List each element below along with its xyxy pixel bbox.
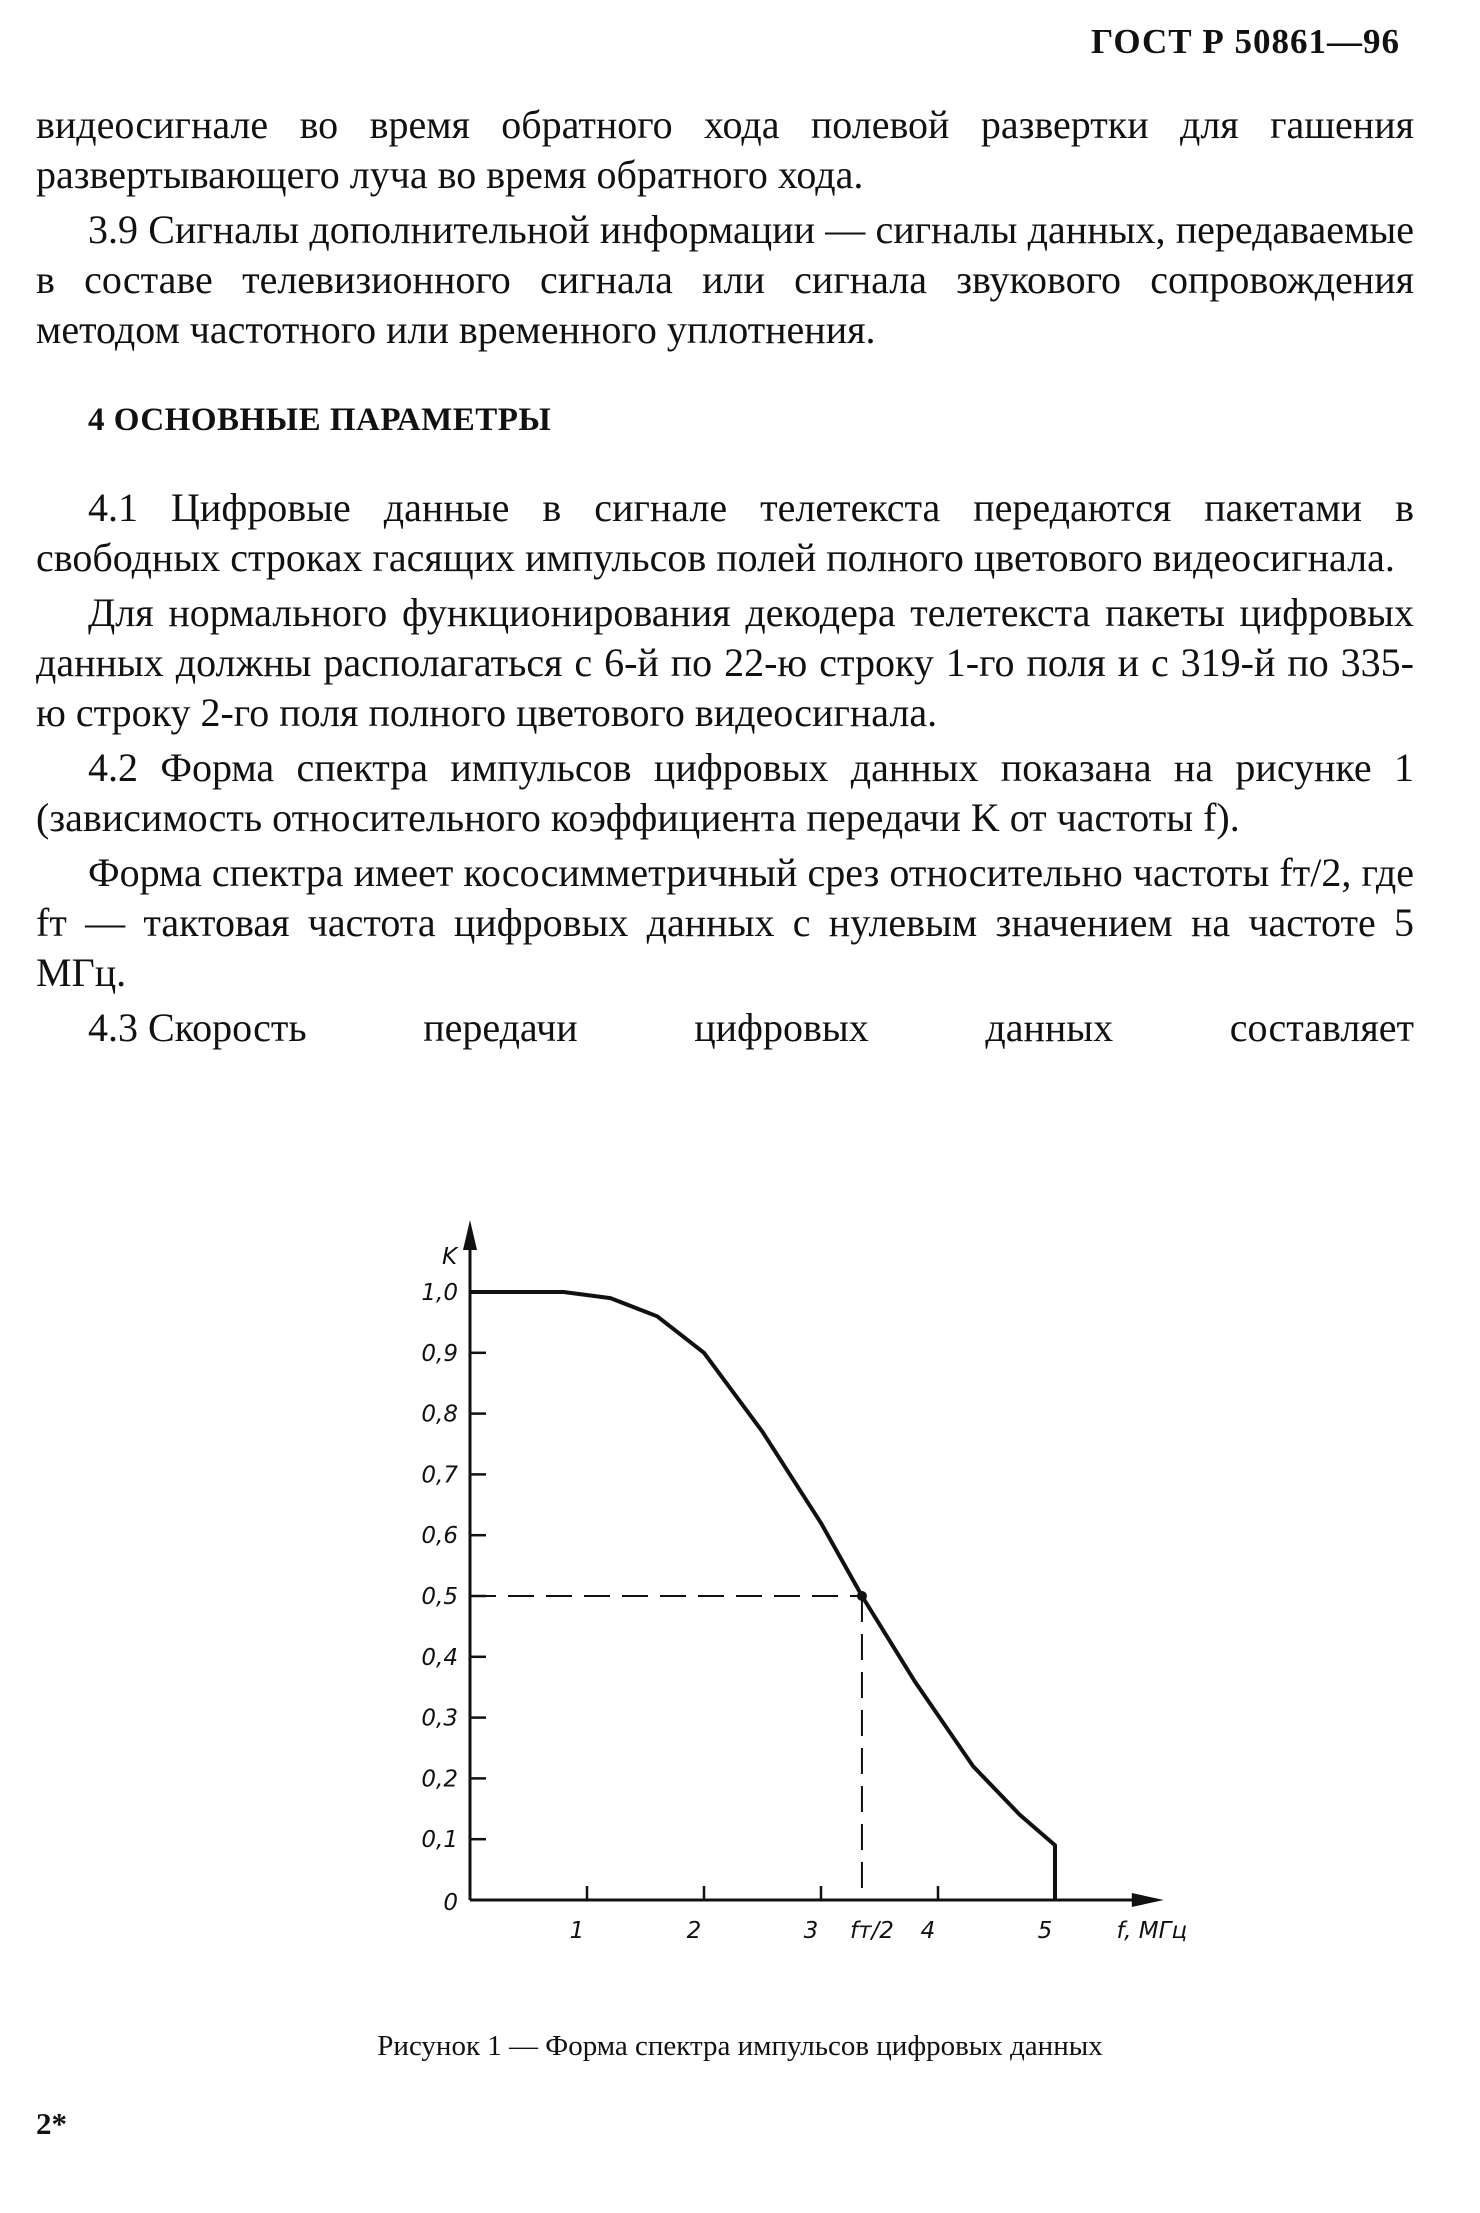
paragraph-continuation: видеосигнале во время обратного хода полевой развертки для гашения развертывающего луча во время обратного хода. xyxy=(36,102,1414,197)
paragraph-3-9: 3.9 Сигналы дополнительной информации — сигналы данных, передаваемые в составе телевизионного сигнала или сигнала звукового сопровождения методом частотного или временного уплотнения. xyxy=(36,207,1414,352)
x-tick-label: 4 xyxy=(920,1918,936,1944)
y-tick-label: 0 xyxy=(443,1890,458,1916)
spectrum-chart xyxy=(400,1210,1220,1950)
x-axis-arrow xyxy=(1132,1893,1164,1907)
y-tick-label: 0,3 xyxy=(421,1705,458,1732)
paragraph-decoder: Для нормального функционирования декодера телетекста пакеты цифровых данных должны располагаться с 6-й по 22-ю строку 1-го поля и с 319-й по 335-ю строку 2-го поля полного цветового видеосигнала. xyxy=(36,590,1414,735)
x-tick-label: 5 xyxy=(1037,1918,1053,1944)
word: данных xyxy=(985,1005,1114,1050)
figure-caption: Рисунок 1 — Форма спектра импульсов цифровых данных xyxy=(377,2030,1103,2062)
doc-number-header: ГОСТ Р 50861—96 xyxy=(1090,22,1400,61)
y-tick-label: 0,1 xyxy=(421,1827,458,1854)
x-tick-label: 3 xyxy=(803,1918,819,1944)
x-tick-label: 1 xyxy=(569,1918,585,1944)
paragraph-4-3 xyxy=(36,1003,1414,1053)
y-axis-label: K xyxy=(442,1244,458,1270)
body-text xyxy=(36,100,1414,1053)
y-tick-label: 0,5 xyxy=(421,1584,458,1610)
reference-point xyxy=(857,1591,867,1601)
y-tick-label: 0,7 xyxy=(421,1462,458,1489)
x-tick-label: 2 xyxy=(686,1918,702,1944)
paragraph-4-1: 4.1 Цифровые данные в сигнале телетекста передаются пакетами в свободных строках гасящих импульсов полей полного цветового видеосигнала. xyxy=(36,485,1414,580)
word: 4.3 Скорость xyxy=(88,1005,307,1050)
word: цифровых xyxy=(694,1005,869,1050)
section-heading: 4 ОСНОВНЫЕ ПАРАМЕТРЫ xyxy=(88,402,552,438)
word: составляет xyxy=(1229,1005,1414,1050)
page-number: 2* xyxy=(36,2106,67,2141)
y-tick-label: 0,6 xyxy=(421,1523,458,1550)
x-special-tick-label: fт/2 xyxy=(850,1918,894,1944)
y-tick-label: 0,8 xyxy=(421,1401,458,1428)
word: передачи xyxy=(423,1005,578,1050)
y-tick-label: 1,0 xyxy=(421,1280,458,1306)
paragraph-4-2: 4.2 Форма спектра импульсов цифровых данных показана на рисунке 1 (зависимость относительного коэффициента передачи K от частоты f). xyxy=(36,745,1414,840)
y-tick-label: 0,4 xyxy=(421,1644,458,1671)
y-axis-arrow xyxy=(463,1220,477,1250)
paragraph-spectrum-shape: Форма спектра имеет кососимметричный срез относительно частоты fт/2, где fт — тактовая частота цифровых данных с нулевым значением на частоте 5 МГц. xyxy=(36,850,1414,995)
y-tick-label: 0,9 xyxy=(421,1340,458,1367)
y-tick-label: 0,2 xyxy=(421,1766,458,1793)
spectrum-figure xyxy=(400,1210,1220,1950)
x-axis-label: f, МГц xyxy=(1116,1918,1188,1944)
